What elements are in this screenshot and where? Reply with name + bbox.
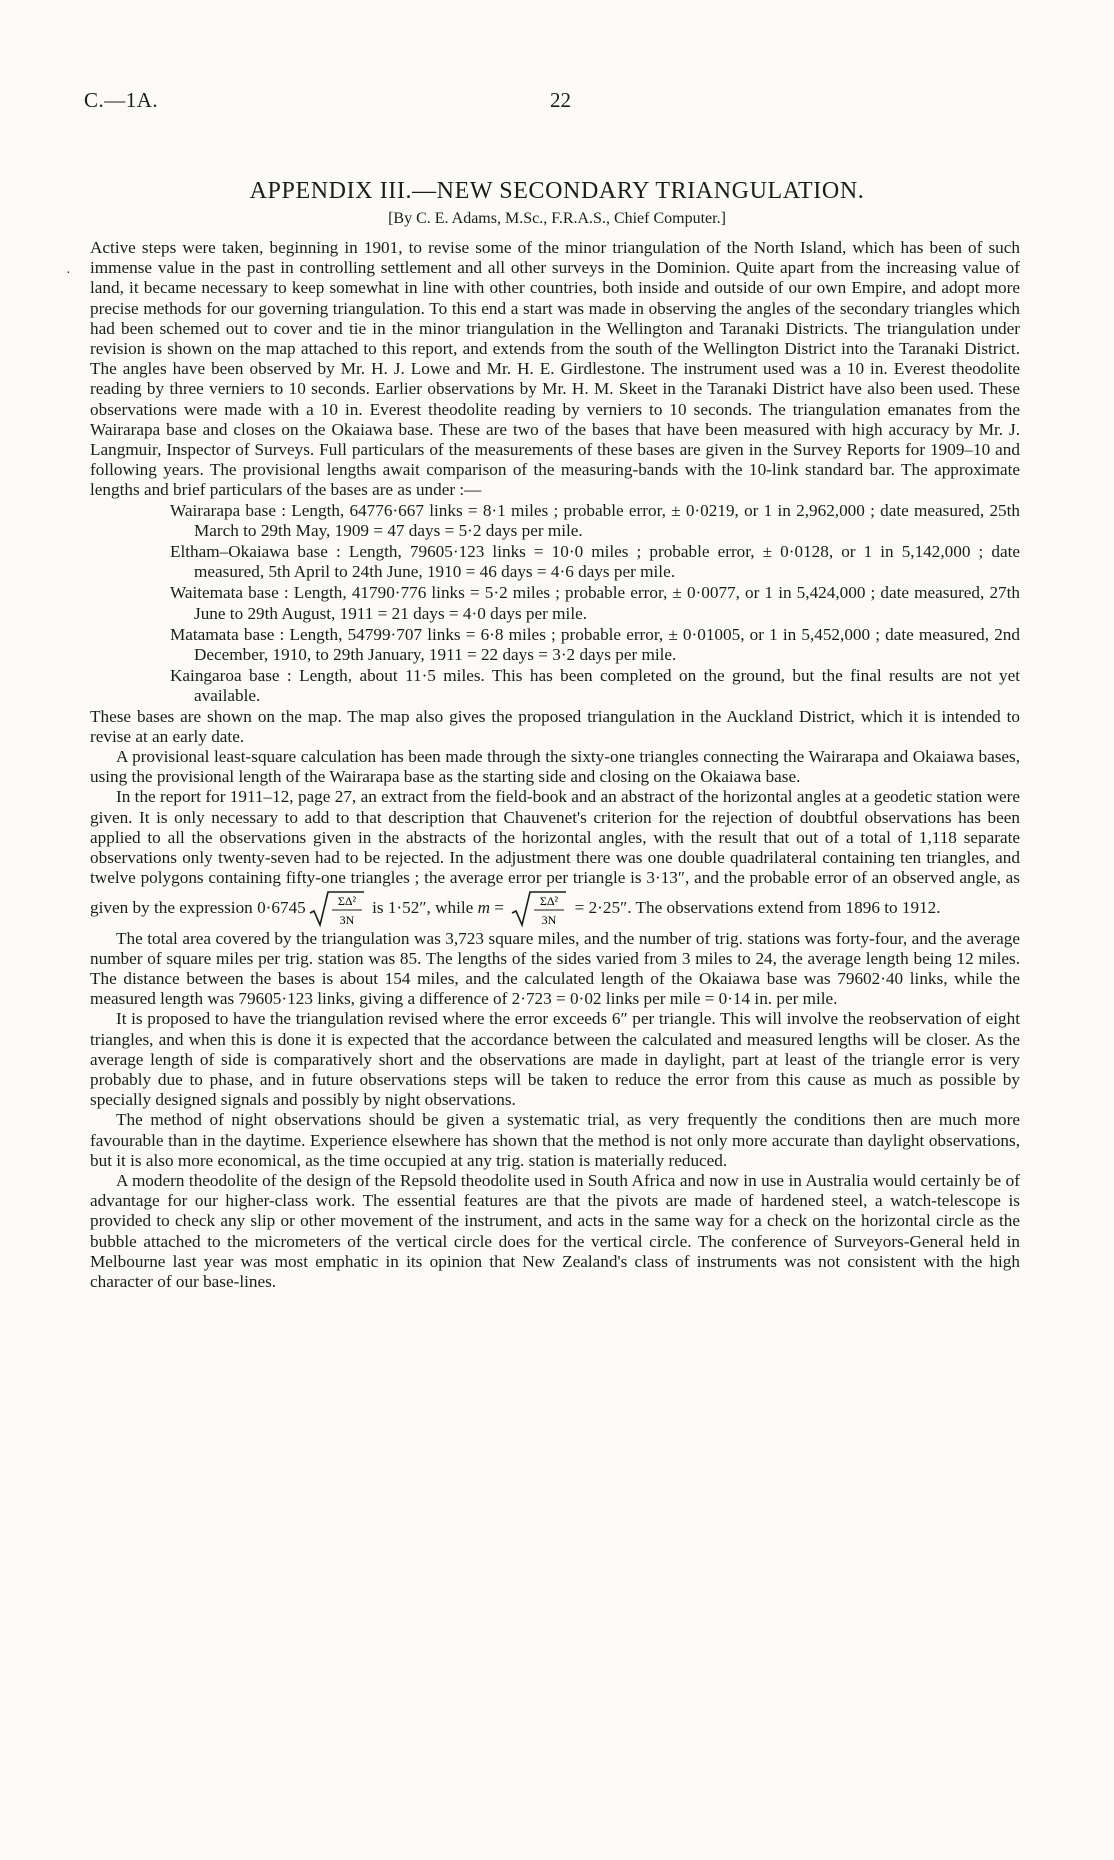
paragraph-bases-map: These bases are shown on the map. The map also gives the proposed triangulation in the Auckland District, which it is intended to revise at an early date. [90, 706, 1020, 746]
paragraph-revision: It is proposed to have the triangulation revised where the error exceeds 6″ per triangle. This will involve the reobservation of eight triangles, and when this is done it is expected that the accordance between the calculated and measured lengths will be closer. As the average length of side is comparatively short and the observations are made in daylight, part at least of the triangle error is very probably due to phase, and in future observations steps will be taken to reduce the error from this cause as much as possible by specially designed signals and possibly by night observations. [90, 1009, 1020, 1110]
formula-1-denominator: 3N [339, 912, 355, 927]
base-item-waitemata: Waitemata base : Length, 41790·776 links = 5·2 miles ; probable error, ± 0·0077, or 1 in 5,424,000 ; date measured, 27th June to 29th August, 1911 = 21 days = 4·0 days per mile. [170, 583, 1020, 623]
base-item-matamata: Matamata base : Length, 54799·707 links = 6·8 miles ; probable error, ± 0·01005, or 1 in 5,452,000 ; date measured, 2nd December, 1910, to 29th January, 1911 = 22 days = 3·2 days per mile. [170, 624, 1020, 665]
formula-2-numerator: ΣΔ² [540, 893, 559, 908]
m-symbol: m [477, 897, 490, 917]
paragraph-total-area: The total area covered by the triangulation was 3,723 square miles, and the number of trig. stations was forty-four, and the average number of square miles per trig. station was 85. The lengths of the sides varied from 3 miles to 24, the average length being 12 miles. The distance between the bases is about 154 miles, and the calculated length of the Okaiawa base was 79602·40 links, while the measured length was 79605·123 links, giving a difference of 2·723 = 0·02 links per mile = 0·14 in. per mile. [90, 928, 1020, 1009]
sqrt-formula-1 [308, 889, 366, 929]
equals-sign: = [490, 897, 509, 917]
base-item-kaingaroa: Kaingaroa base : Length, about 11·5 miles. This has been completed on the ground, but the final results are not yet available. [170, 666, 1020, 706]
bases-list [90, 501, 1020, 707]
sqrt-formula-2 [510, 889, 568, 929]
paragraph-night-observations: The method of night observations should be given a systematic trial, as very frequently the conditions then are much more favourable than in the daytime. Experience elsewhere has shown that the method is not only more accurate than daylight observations, but it is also more economical, as the time occupied at any trig. station is materially reduced. [90, 1110, 1020, 1170]
paragraph-chauvenet [90, 787, 1020, 928]
paragraph-least-square: A provisional least-square calculation has been made through the sixty-one triangles connecting the Wairarapa and Okaiawa bases, using the provisional length of the Wairarapa base as the starting side and closing on the Okaiawa base. [90, 747, 1020, 787]
document-reference: C.—1A. [84, 88, 159, 112]
byline: [By C. E. Adams, M.Sc., F.R.A.S., Chief Computer.] [388, 210, 726, 227]
base-item-wairarapa: Wairarapa base : Length, 64776·667 links = 8·1 miles ; probable error, ± 0·0219, or 1 in 2,962,000 ; date measured, 25th March to 29th May, 1909 = 47 days = 5·2 days per mile. [170, 500, 1020, 540]
formula-2-denominator: 3N [541, 912, 557, 927]
paragraph-modern-theodolite: A modern theodolite of the design of the Repsold theodolite used in South Africa and now in use in Australia would certainly be of advantage for our higher-class work. The essential features are that the pivots are made of hardened steel, a watch-telescope is provided to check any slip or other movement of the instrument, and acts in the same way for a check on the horizontal circle as the bubble attached to the micrometers of the vertical circle does for the vertical circle. The conference of Surveyors-General held in Melbourne last year was most emphatic in its opinion that New Zealand's class of instruments was not consistent with the high character of our base-lines. [90, 1170, 1020, 1291]
body-text [90, 238, 1020, 1292]
chauvenet-text-b: is 1·52″, while [367, 897, 478, 917]
page-number: 22 [550, 88, 571, 112]
paragraph-intro: Active steps were taken, beginning in 1901, to revise some of the minor triangulation of the North Island, which has been of such immense value in the past in controlling settlement and all other surveys in the Dominion. Quite apart from the increasing value of land, it became necessary to keep somewhat in line with other countries, both inside and outside of our own Empire, and adopt more precise methods for our governing triangulation. To this end a start was made in observing the angles of the secondary triangles which had been schemed out to cover and tie in the minor triangulation in the Wellington and Taranaki Districts. The triangulation under revision is shown on the map attached to this report, and extends from the south of the Wellington District into the Taranaki District. The angles have been observed by Mr. H. J. Lowe and Mr. H. E. Girdlestone. The instrument used was a 10 in. Everest theodolite reading by three verniers to 10 seconds. Earlier observations by Mr. H. M. Skeet in the Taranaki District have also been used. These observations were made with a 10 in. Everest theodolite reading by verniers to 10 seconds. The triangulation emanates from the Wairarapa base and closes on the Okaiawa base. These are two of the bases that have been measured with high accuracy by Mr. J. Langmuir, Inspector of Surveys. Full particulars of the measurements of these bases are given in the Survey Reports for 1909–10 and following years. The provisional lengths await comparison of the measuring-bands with the 10-link standard bar. The approximate lengths and brief particulars of the bases are as under :— [90, 238, 1020, 500]
chauvenet-text-c: = 2·25″. The observations extend from 1896 to 1912. [570, 897, 941, 917]
chauvenet-text-a: In the report for 1911–12, page 27, an extract from the field-book and an abstract of the horizontal angles at a geodetic station were given. It is only necessary to add to that description that Chauvenet's criterion for the rejection of doubtful observations has been applied to all the observations given in the abstracts of the horizontal angles, with the result that out of a total of 1,118 separate observations only twenty-seven had to be rejected. In the adjustment there was one double quadrilateral containing ten triangles, and twelve polygons containing fifty-one triangles ; the average error per triangle is 3·13″, and the probable error of an observed angle, as given by the expression 0·6745 [90, 787, 1020, 917]
base-item-eltham-okaiawa: Eltham–Okaiawa base : Length, 79605·123 links = 10·0 miles ; probable error, ± 0·0128, or 1 in 5,142,000 ; date measured, 5th April to 24th June, 1910 = 46 days = 4·6 days per mile. [170, 542, 1020, 582]
formula-1-numerator: ΣΔ² [337, 893, 356, 908]
margin-mark: · [66, 266, 71, 281]
appendix-title: APPENDIX III.—NEW SECONDARY TRIANGULATION. [249, 178, 865, 204]
